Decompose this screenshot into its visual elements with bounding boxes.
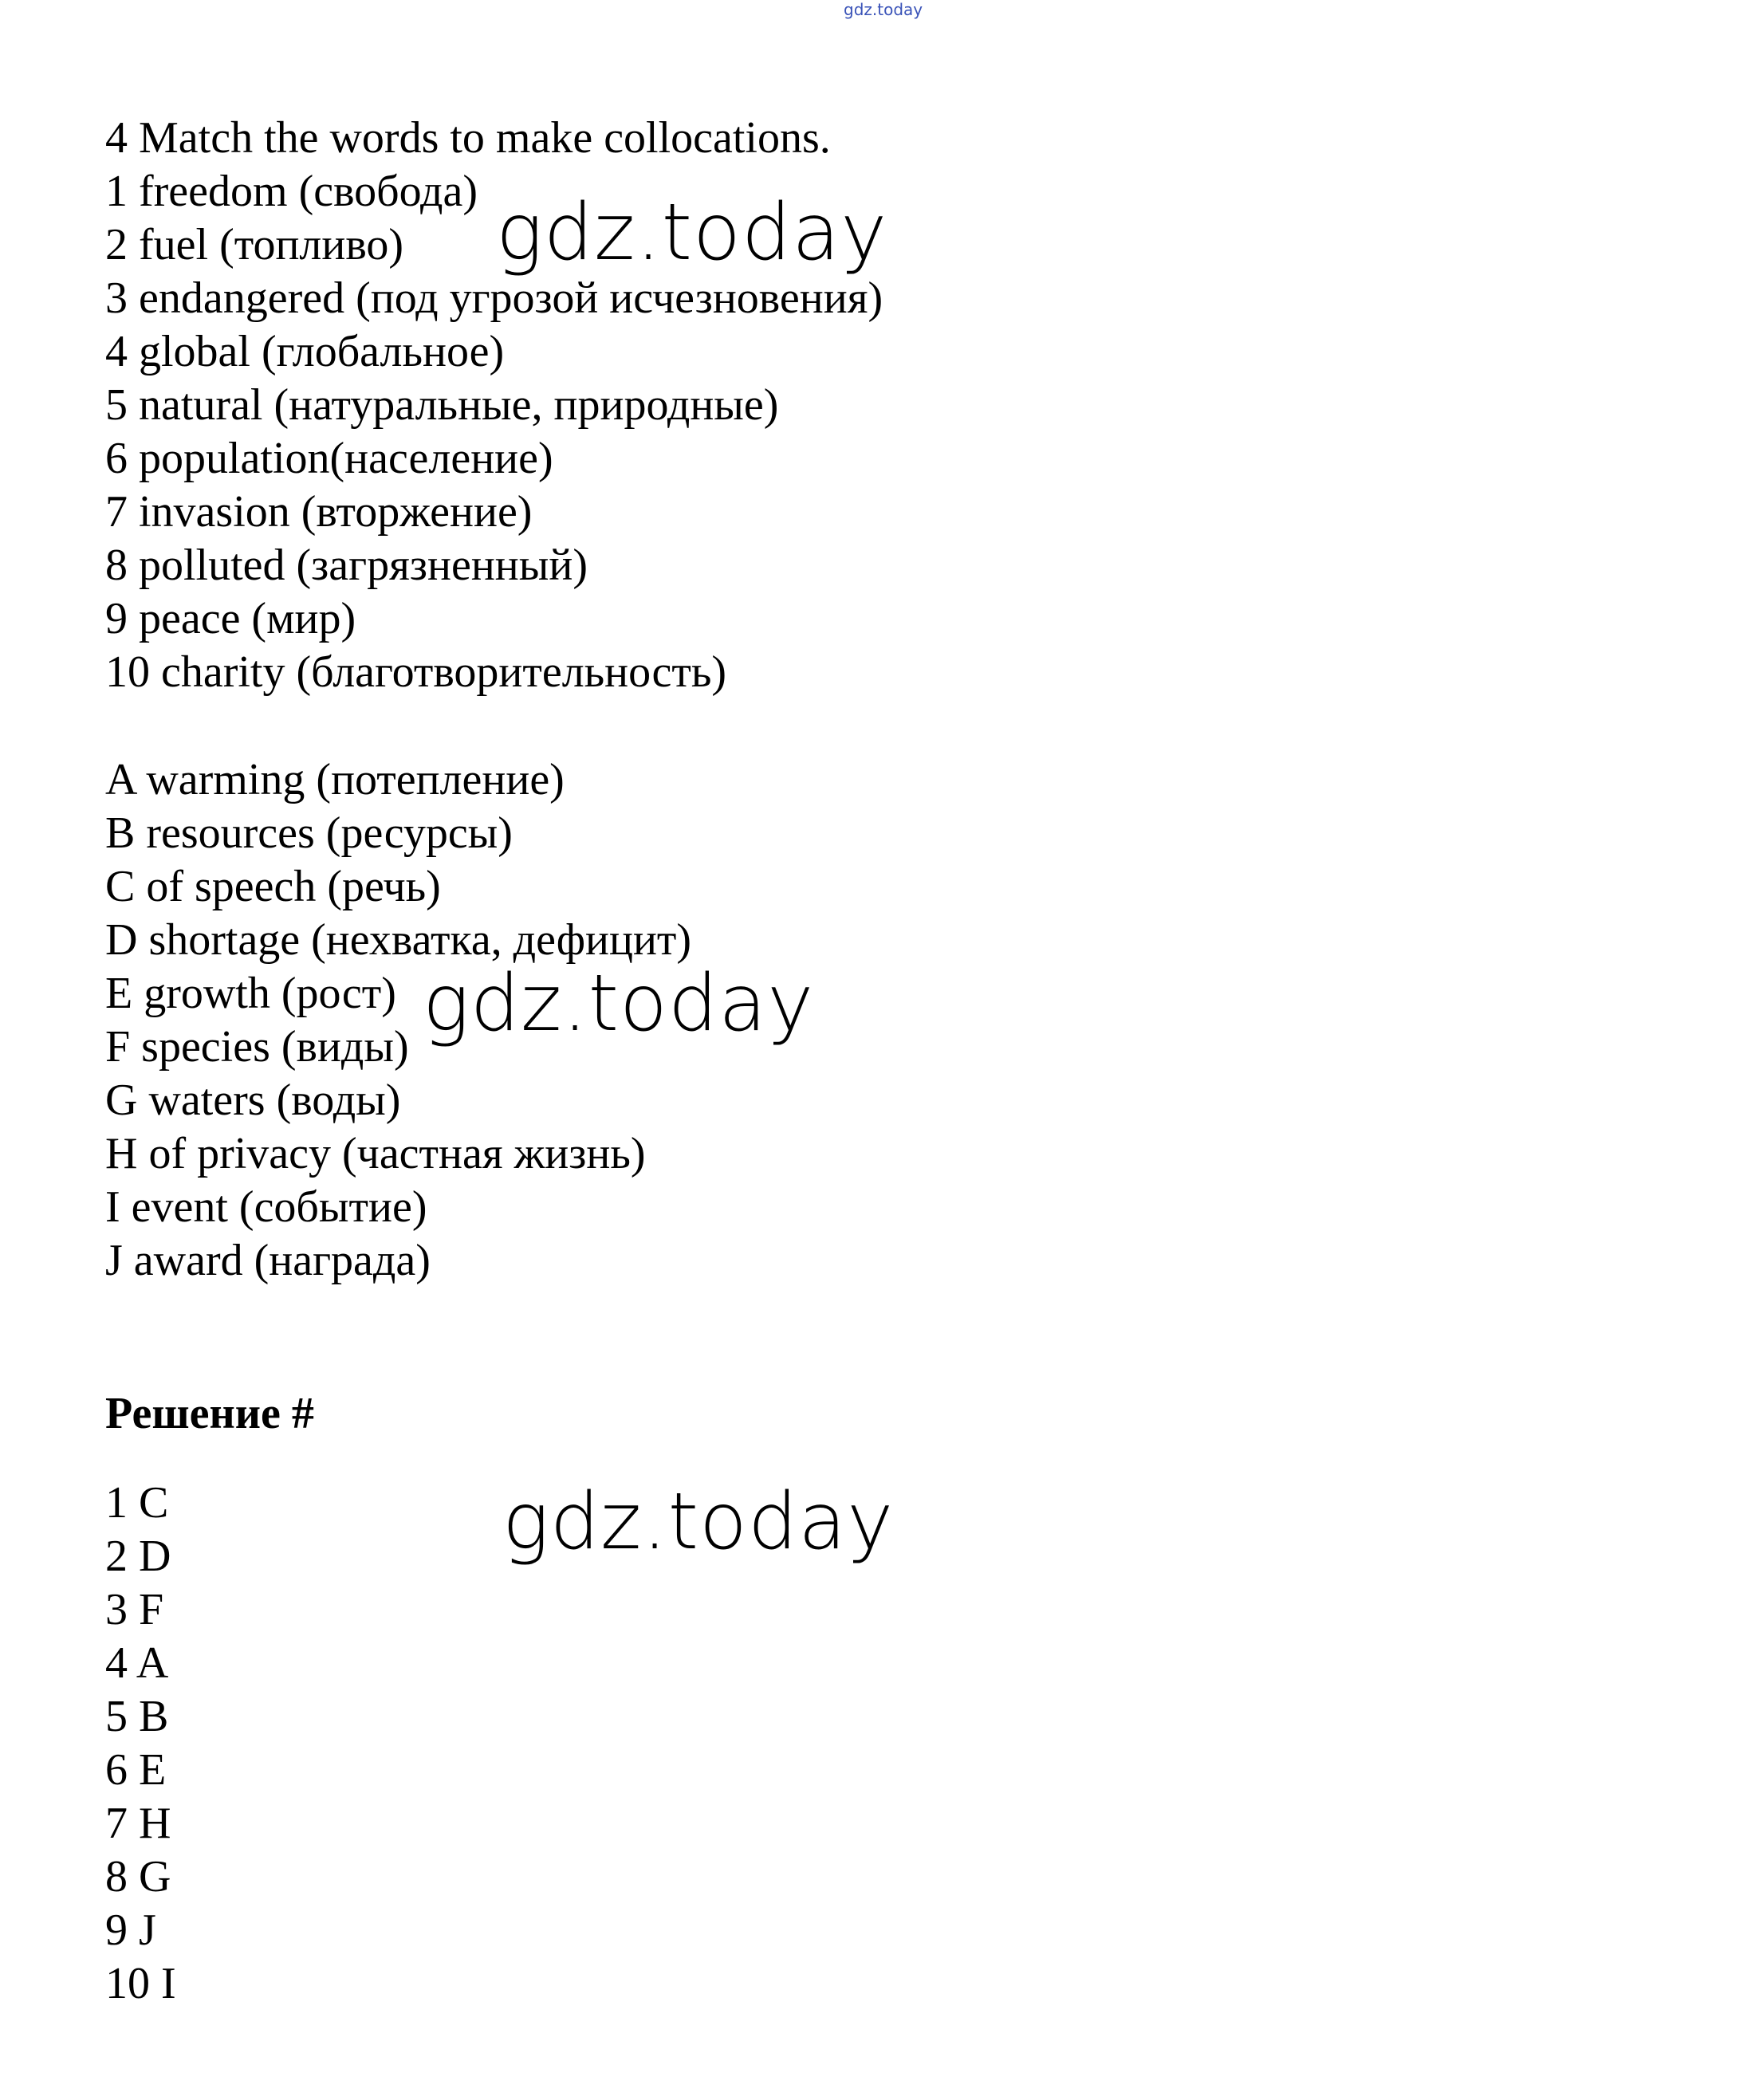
lettered-word: E growth (рост)	[105, 969, 396, 1018]
numbered-word: 1 freedom (свобода)	[105, 167, 478, 216]
numbered-word: 2 fuel (топливо)	[105, 220, 404, 269]
watermark: gdz.today	[502, 1477, 895, 1567]
numbered-word: 10 charity (благотворительность)	[105, 647, 727, 697]
watermark: gdz.today	[423, 958, 815, 1049]
numbered-word: 3 endangered (под угрозой исчезновения)	[105, 273, 883, 323]
numbered-word: 8 polluted (загрязненный)	[105, 541, 588, 590]
lettered-word: A warming (потепление)	[105, 755, 565, 804]
lettered-word: D shortage (нехватка, дефицит)	[105, 915, 692, 965]
answer-item: 4 A	[105, 1638, 169, 1688]
answer-item: 3 F	[105, 1585, 164, 1634]
task-title: 4 Match the words to make collocations.	[105, 113, 831, 163]
watermark: gdz.today	[496, 187, 888, 278]
answer-item: 6 E	[105, 1745, 167, 1795]
top-watermark: gdz.today	[844, 0, 923, 19]
lettered-word: C of speech (речь)	[105, 862, 441, 911]
lettered-word: G waters (воды)	[105, 1076, 401, 1125]
answer-item: 1 C	[105, 1478, 169, 1528]
lettered-word: B resources (ресурсы)	[105, 808, 513, 858]
numbered-word: 9 peace (мир)	[105, 594, 356, 643]
solution-heading: Решение #	[105, 1389, 314, 1438]
answer-item: 7 H	[105, 1799, 171, 1848]
numbered-word: 6 population(население)	[105, 434, 553, 483]
lettered-word: F species (виды)	[105, 1022, 409, 1072]
answer-item: 9 J	[105, 1905, 156, 1955]
numbered-word: 5 natural (натуральные, природные)	[105, 380, 779, 430]
answer-item: 2 D	[105, 1532, 171, 1581]
lettered-word: J award (награда)	[105, 1236, 431, 1285]
numbered-word: 7 invasion (вторжение)	[105, 487, 533, 537]
numbered-word: 4 global (глобальное)	[105, 327, 505, 376]
lettered-word: I event (событие)	[105, 1182, 427, 1232]
answer-item: 5 B	[105, 1692, 169, 1741]
answer-item: 8 G	[105, 1852, 171, 1901]
answer-item: 10 I	[105, 1959, 176, 2008]
lettered-word: H of privacy (частная жизнь)	[105, 1129, 646, 1178]
